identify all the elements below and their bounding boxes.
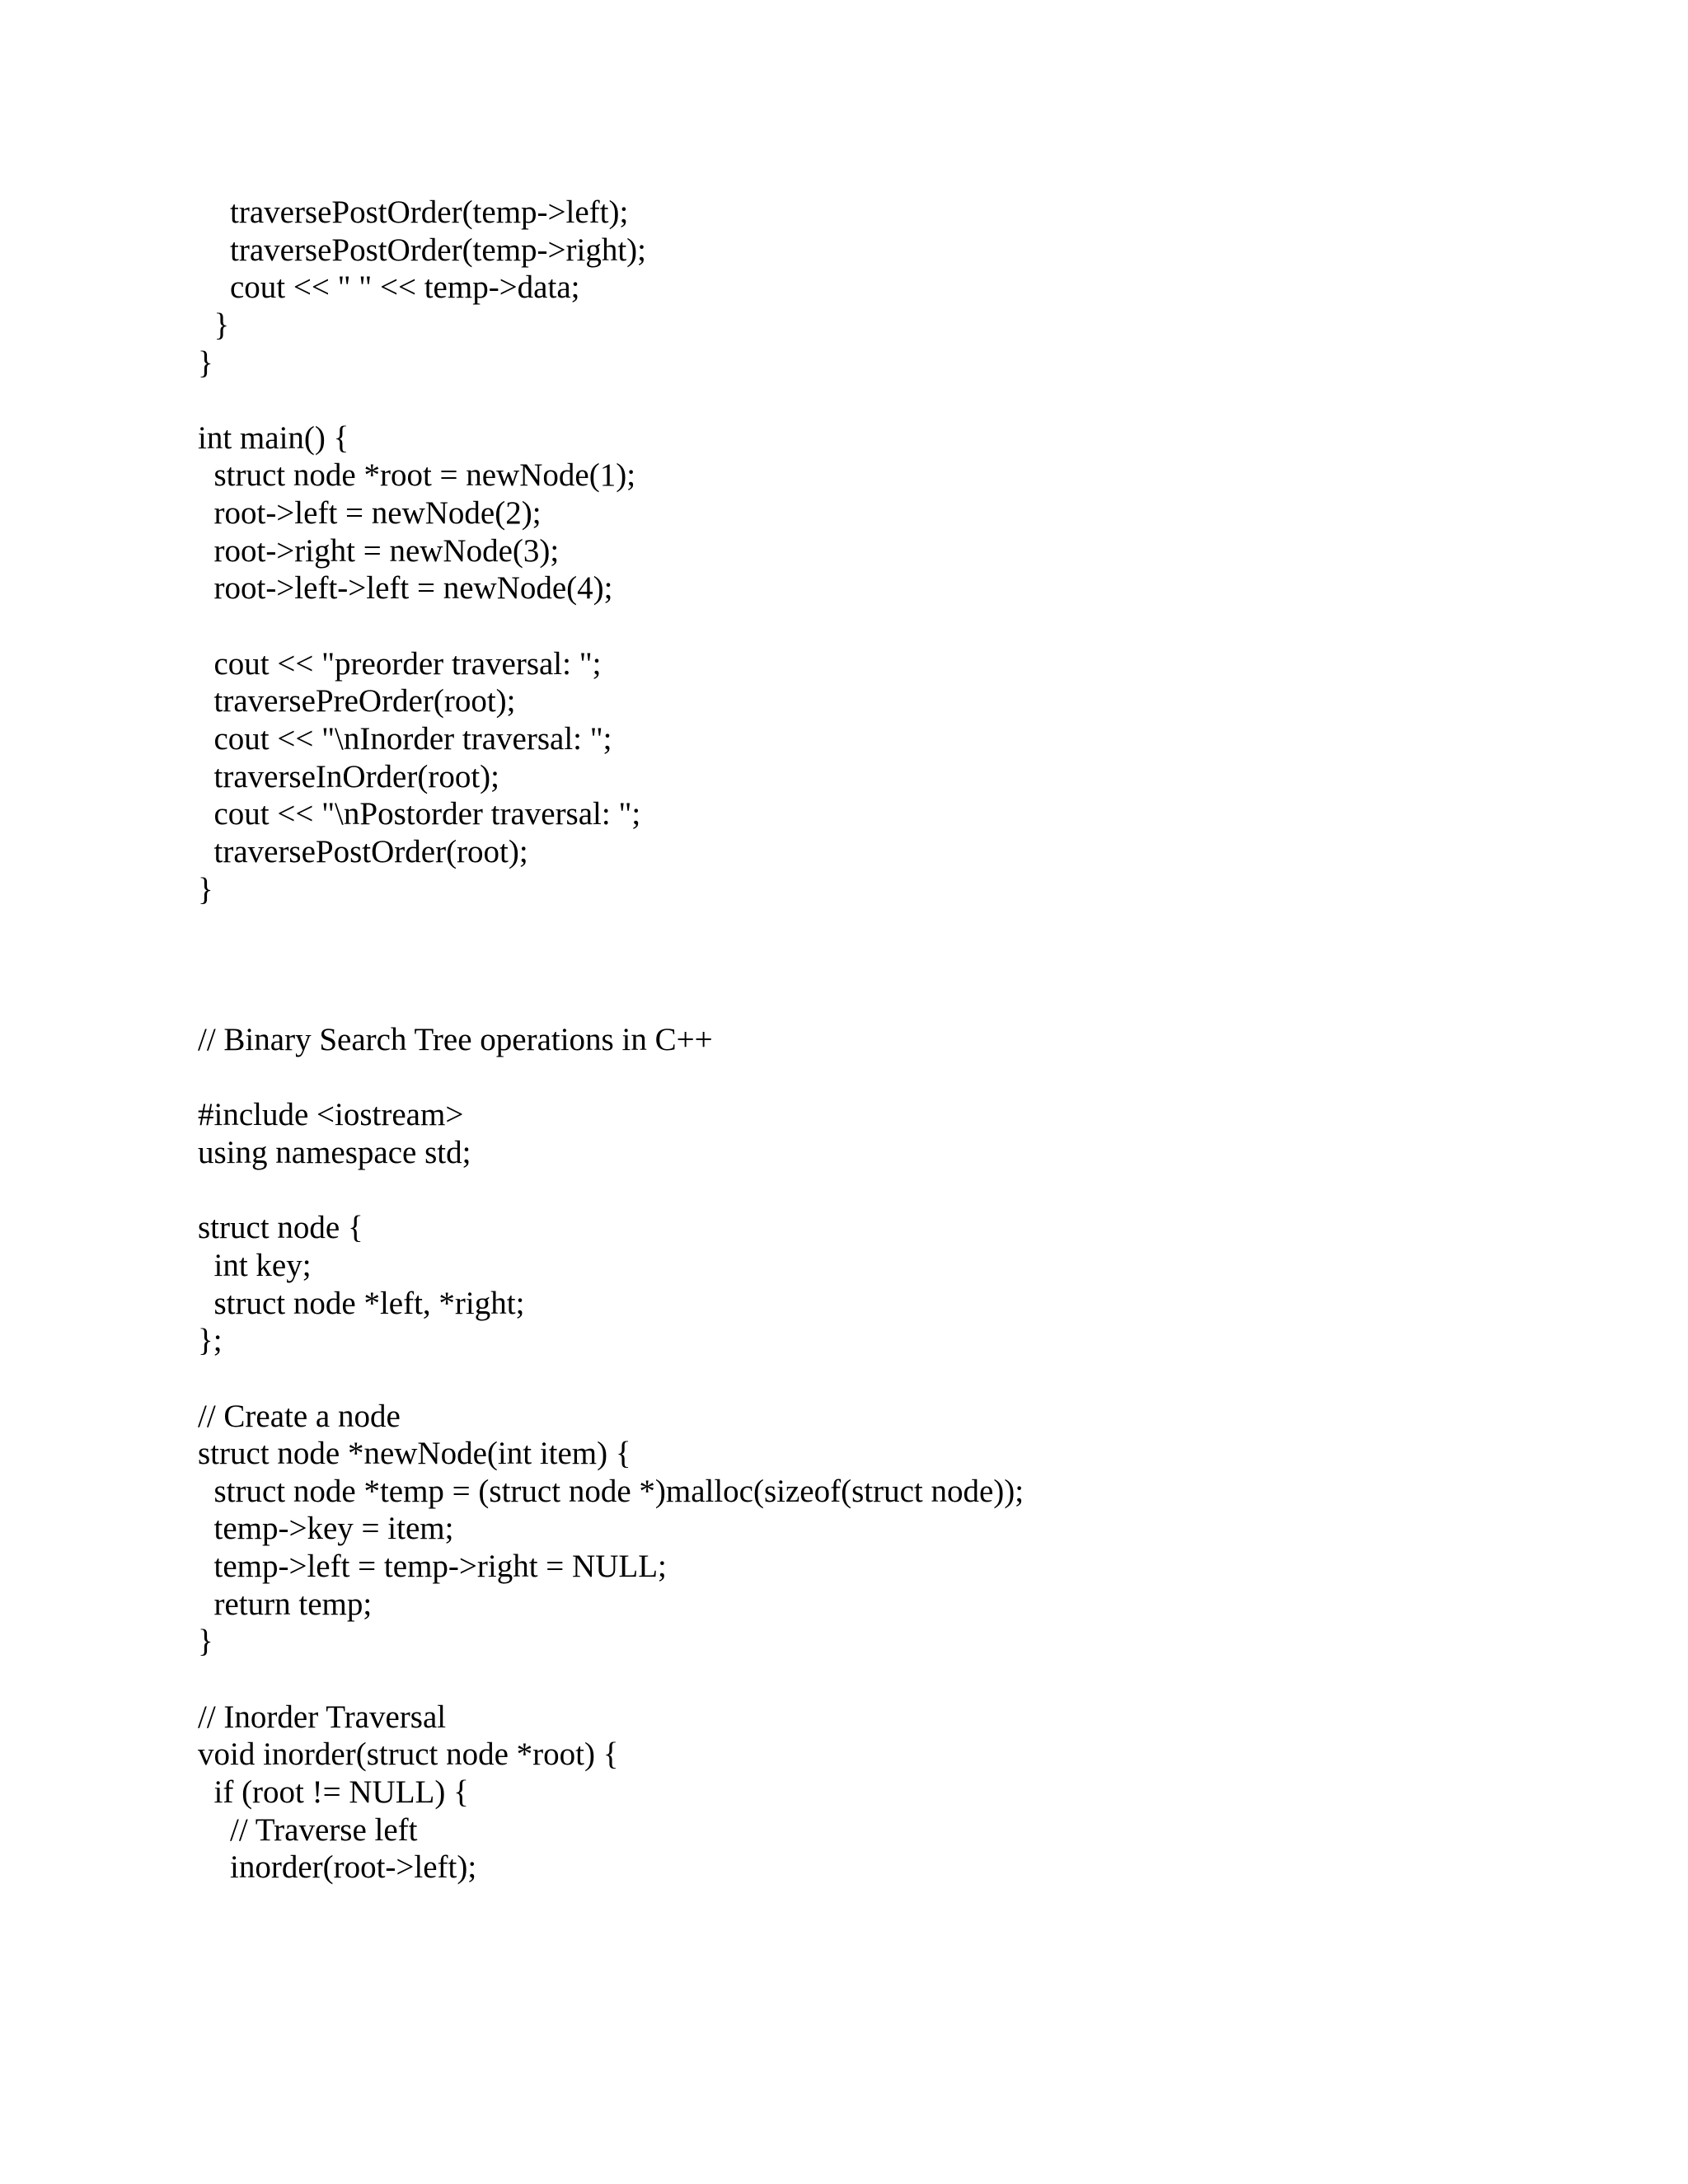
code-line: }; bbox=[198, 1323, 223, 1359]
code-line: root->left = newNode(2); bbox=[198, 495, 542, 532]
code-line: // Create a node bbox=[198, 1398, 401, 1434]
code-line: traversePostOrder(root); bbox=[198, 833, 528, 869]
code-line: struct node *temp = (struct node *)malloc(sizeof(struct node)); bbox=[198, 1473, 1025, 1509]
code-line: // Inorder Traversal bbox=[198, 1699, 447, 1735]
code-line: struct node *left, *right; bbox=[198, 1285, 525, 1321]
code-line: } bbox=[198, 1624, 213, 1660]
code-line: return temp; bbox=[198, 1586, 373, 1622]
code-line: struct node { bbox=[198, 1210, 363, 1246]
code-line: root->right = newNode(3); bbox=[198, 532, 560, 569]
code-line: temp->key = item; bbox=[198, 1511, 454, 1547]
code-line: struct node *root = newNode(1); bbox=[198, 457, 636, 494]
code-line: #include <iostream> bbox=[198, 1097, 464, 1133]
code-line: int key; bbox=[198, 1247, 312, 1283]
code-line: cout << "\nInorder traversal: "; bbox=[198, 720, 612, 757]
code-line: } bbox=[198, 871, 213, 907]
code-line: using namespace std; bbox=[198, 1135, 471, 1171]
code-line: cout << "preorder traversal: "; bbox=[198, 645, 602, 682]
code-line: root->left->left = newNode(4); bbox=[198, 570, 613, 607]
code-line: inorder(root->left); bbox=[198, 1849, 477, 1886]
code-line bbox=[198, 382, 1599, 419]
code-line: // Traverse left bbox=[198, 1811, 418, 1848]
code-line: cout << "\nPostorder traversal: "; bbox=[198, 796, 641, 832]
code-line bbox=[198, 1360, 1599, 1398]
code-line bbox=[198, 607, 1599, 645]
code-line bbox=[198, 908, 1599, 946]
code-line: } bbox=[198, 344, 213, 381]
code-line: traversePreOrder(root); bbox=[198, 683, 516, 719]
code-line bbox=[198, 1661, 1599, 1699]
code-line bbox=[198, 1172, 1599, 1210]
code-line: temp->left = temp->right = NULL; bbox=[198, 1549, 667, 1585]
code-line: } bbox=[198, 307, 230, 343]
code-line: if (root != NULL) { bbox=[198, 1774, 469, 1810]
code-line: cout << " " << temp->data; bbox=[198, 269, 580, 306]
code-line: traversePostOrder(temp->right); bbox=[198, 232, 647, 268]
code-line: int main() { bbox=[198, 419, 349, 456]
code-line: // Binary Search Tree operations in C++ bbox=[198, 1022, 713, 1058]
code-line bbox=[198, 1059, 1599, 1097]
code-line bbox=[198, 946, 1599, 984]
code-line bbox=[198, 983, 1599, 1021]
code-line: void inorder(struct node *root) { bbox=[198, 1736, 619, 1773]
code-line: struct node *newNode(int item) { bbox=[198, 1436, 631, 1472]
code-block bbox=[198, 194, 1599, 1886]
code-line: traversePostOrder(temp->left); bbox=[198, 194, 629, 230]
code-line: traverseInOrder(root); bbox=[198, 758, 499, 794]
